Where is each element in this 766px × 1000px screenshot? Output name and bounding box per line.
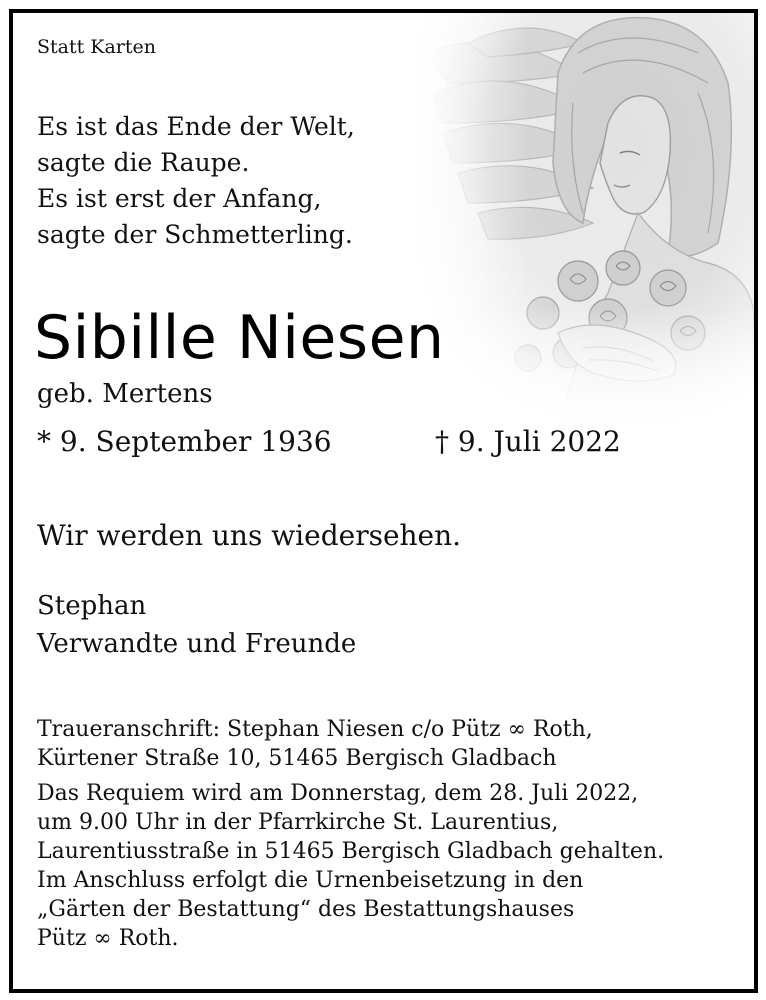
ceremony-line: Laurentiusstraße in 51465 Bergisch Gladbach gehalten. <box>37 839 665 864</box>
ceremony-line: „Gärten der Bestattung“ des Bestattungshauses <box>37 897 575 922</box>
poem-line: sagte der Schmetterling. <box>37 220 353 249</box>
statt-karten-label: Statt Karten <box>37 36 157 58</box>
mourner: Verwandte und Freunde <box>37 629 357 659</box>
address-line: Traueranschrift: Stephan Niesen c/o Pütz ∞ Roth, <box>37 717 593 742</box>
poem-line: Es ist das Ende der Welt, <box>37 112 355 141</box>
angel-statue-image <box>408 13 754 433</box>
birth-name: geb. Mertens <box>37 379 213 409</box>
ceremony-line: um 9.00 Uhr in der Pfarrkirche St. Laurentius, <box>37 810 559 835</box>
poem <box>37 109 355 253</box>
mourners <box>37 587 356 663</box>
mourner: Stephan <box>37 591 147 621</box>
deceased-name: Sibille Niesen <box>34 303 445 373</box>
ceremony-line: Im Anschluss erfolgt die Urnenbeisetzung in den <box>37 868 584 893</box>
poem-line: sagte die Raupe. <box>37 148 250 177</box>
motto: Wir werden uns wiedersehen. <box>37 519 462 552</box>
funeral-info <box>37 715 664 953</box>
birth-date: * 9. September 1936 <box>37 425 332 458</box>
obituary-card <box>9 9 758 993</box>
poem-line: Es ist erst der Anfang, <box>37 184 322 213</box>
life-dates <box>37 425 621 458</box>
ceremony-line: Das Requiem wird am Donnerstag, dem 28. Juli 2022, <box>37 781 639 806</box>
ceremony-line: Pütz ∞ Roth. <box>37 926 179 951</box>
death-date: † 9. Juli 2022 <box>435 425 621 458</box>
address-line: Kürtener Straße 10, 51465 Bergisch Gladbach <box>37 746 557 771</box>
